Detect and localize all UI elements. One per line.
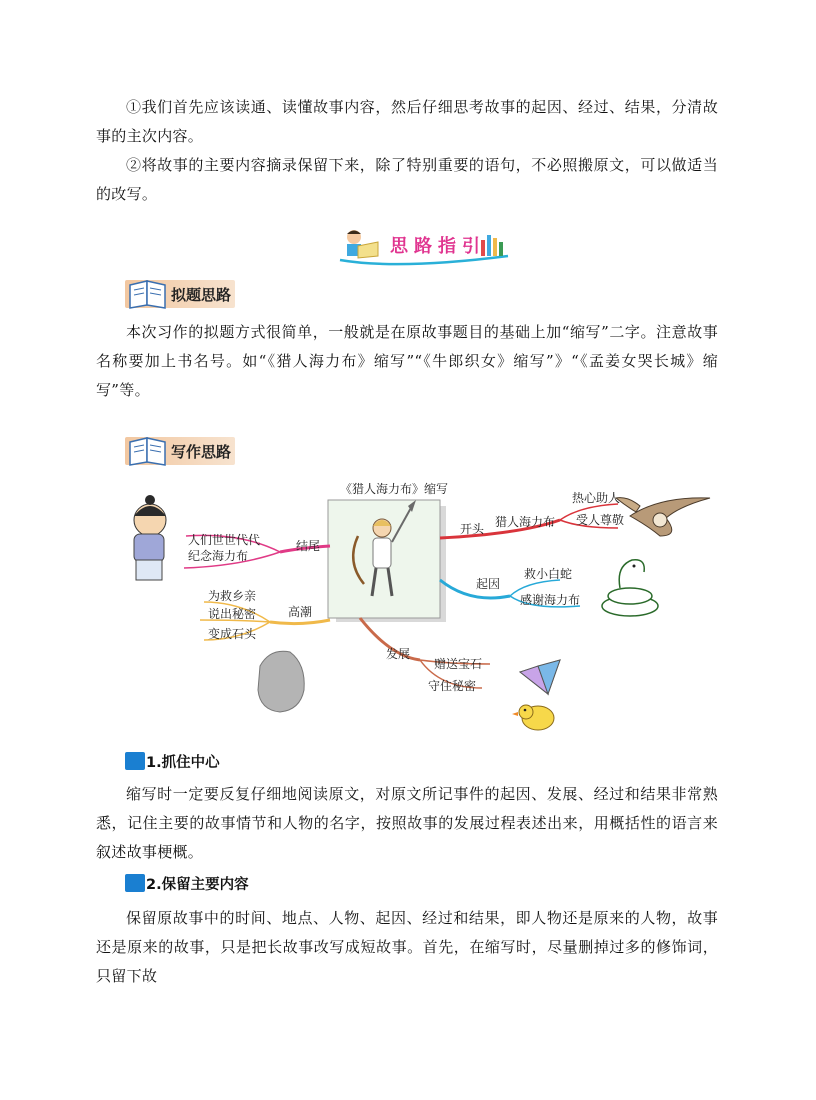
chick-icon (512, 705, 554, 730)
subheading-grasp-center-label: 1.抓住中心 (146, 755, 220, 771)
paragraph-record-content: ②将故事的主要内容摘录保留下来，除了特别重要的语句，不必照搬原文，可以做适当的改写。 (96, 156, 718, 203)
gem-icon (520, 660, 560, 694)
boy-figure-icon (134, 495, 166, 580)
cause-leaf-1: 救小白蛇 (524, 567, 573, 581)
branch-label-develop: 发展 (386, 647, 411, 661)
branch-label-start: 开头 (460, 522, 485, 536)
branch-line-climax (270, 620, 330, 624)
open-book-icon (127, 434, 169, 466)
branch-label-end: 结尾 (296, 539, 321, 553)
open-book-icon (127, 277, 169, 309)
stone-icon (258, 651, 304, 712)
branch-label-climax: 高潮 (288, 605, 313, 619)
climax-leaf-2: 说出秘密 (208, 607, 257, 621)
climax-leaf-3: 变成石头 (208, 627, 257, 641)
start-name: 猎人海力布 (495, 515, 556, 529)
start-leaf-1: 热心助人 (572, 491, 621, 505)
paragraph-keep-main-content: 保留原故事中的时间、地点、人物、起因、经过和结果，即人物还是原来的人物，故事还是原来的故事，只是把长故事改写成短故事。首先，在缩写时，尽量删掉过多的修饰词，只留下故 (96, 909, 718, 985)
climax-leaf-1: 为救乡亲 (208, 589, 257, 603)
subheading-marker-icon (125, 752, 145, 770)
end-leaf-1: 人们世世代代 (188, 533, 261, 547)
banner-approach-guide (338, 226, 514, 266)
paragraph-grasp-center: 缩写时一定要反复仔细地阅读原文，对原文所记事件的起因、发展、经过和结果非常熟悉，记住主要的故事情节和人物的名字，按照故事的发展过程表述出来，用概括性的语言来叙述故事梗概。 (96, 785, 718, 861)
subheading-keep-main-content-label: 2.保留主要内容 (146, 877, 249, 893)
paragraph-title-method: 本次习作的拟题方式很简单，一般就是在原故事题目的基础上加“缩写”二字。注意故事名称要加上书名号。如“《猎人海力布》缩写”“《牛郎织女》缩写”》“《孟姜女哭长城》缩写”等。 (96, 323, 718, 399)
end-leaf-2: 纪念海力布 (188, 549, 249, 563)
develop-leaf-1: 赠送宝石 (434, 657, 483, 671)
eagle-icon (616, 498, 710, 536)
mindmap-center-title: 《猎人海力布》缩写 (340, 482, 449, 496)
white-snake-icon (602, 560, 658, 616)
story-mind-map (120, 476, 720, 738)
section-title-idea: 拟题思路 (171, 286, 232, 304)
subheading-marker-icon (125, 874, 145, 892)
develop-leaf-2: 守住秘密 (428, 679, 477, 693)
section-writing-idea: 写作思路 (171, 443, 232, 461)
start-leaf-2: 受人尊敬 (576, 513, 625, 527)
branch-label-cause: 起因 (476, 577, 501, 591)
paragraph-read-story: ①我们首先应该读通、读懂故事内容，然后仔细思考故事的起因、经过、结果，分清故事的主次内容。 (96, 98, 718, 145)
cause-leaf-2: 感谢海力布 (520, 593, 581, 607)
banner-title: 思路指引 (390, 236, 486, 257)
